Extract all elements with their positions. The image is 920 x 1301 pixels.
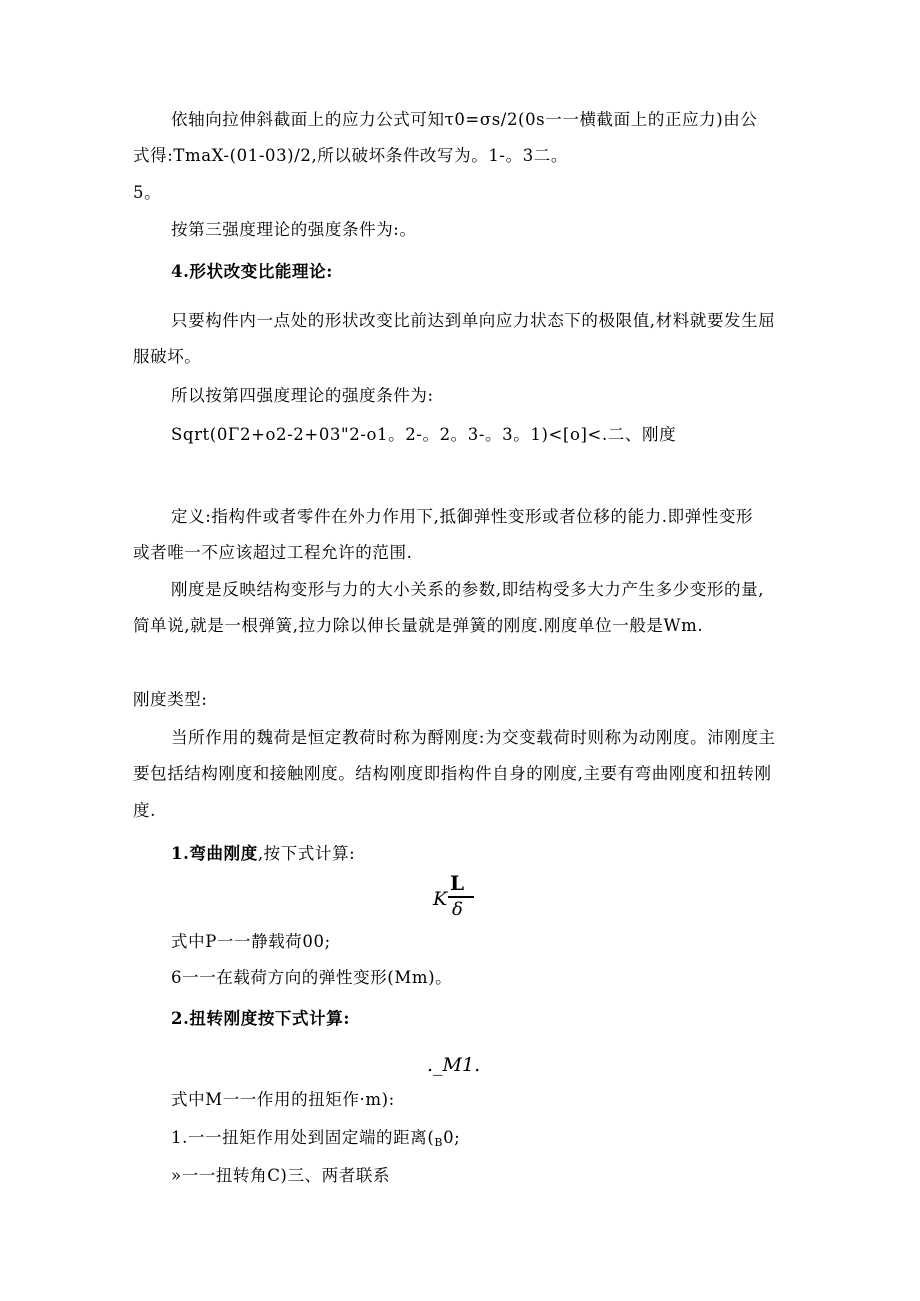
paragraph-line-1: 依轴向拉伸斜截面上的应力公式可知τ0=σs/2(0s一一横截面上的正应力)由公 (171, 110, 758, 129)
formula-line-sqrt: Sqrt(0Γ2+o2-2+03"2-o1。2-。2。3-。3。1)<[o]<.二、刚度 (171, 425, 677, 444)
formula-torsion-stiffness: ._M1. (427, 1054, 481, 1076)
paragraph-line-delta: 6一一在载荷方向的弹性变形(Mm)。 (171, 968, 453, 987)
distance-tail: 0; (443, 1128, 461, 1147)
paragraph-line-where-p: 式中P一一静载荷00; (171, 932, 331, 951)
distance-text: 1.一一扭矩作用处到固定端的距离( (171, 1128, 435, 1147)
formula-numerator: L (450, 871, 465, 895)
subheading-bending-label: 1.弯曲刚度 (171, 844, 258, 863)
paragraph-line-where-m: 式中M一一作用的扭矩作·m): (171, 1090, 395, 1109)
paragraph-line-types-2: 要包括结构刚度和接触刚度。结构刚度即指构件自身的刚度,主要有弯曲刚度和扭转刚 (133, 764, 772, 783)
formula-bending-stiffness (433, 871, 493, 923)
paragraph-line-7: 服破坏。 (133, 347, 202, 366)
paragraph-line-types-3: 度. (133, 801, 156, 820)
subheading-torsion-stiffness: 2.扭转刚度按下式计算: (171, 1009, 351, 1028)
paragraph-line-6: 只要构件内一点处的形状改变比前达到单向应力状态下的极限值,材料就要发生屈 (171, 311, 776, 330)
heading-stiffness-types: 刚度类型: (133, 690, 208, 709)
paragraph-line-stiffness-1: 刚度是反映结构变形与力的大小关系的参数,即结构受多大力产生多少变形的量, (171, 580, 765, 599)
paragraph-line-twist-angle: »一一扭转角C)三、两者联系 (171, 1166, 391, 1185)
distance-subscript: B (434, 1136, 444, 1149)
paragraph-line-8: 所以按第四强度理论的强度条件为: (171, 386, 434, 405)
paragraph-line-stiffness-2: 简单说,就是一根弹簧,拉力除以伸长量就是弹簧的刚度.刚度单位一般是Wm. (133, 616, 704, 635)
formula-denominator: δ (452, 899, 463, 920)
fraction-bar (448, 896, 474, 898)
paragraph-line-definition-1: 定义:指构件或者零件在外力作用下,抵御弹性变形或者位移的能力.即弹性变形 (171, 507, 754, 526)
paragraph-line-2: 式得:TmaX-(01-03)/2,所以破坏条件改写为。1-。3二。 (133, 146, 568, 165)
section-heading-shape-change: 4.形状改变比能理论: (171, 262, 333, 281)
paragraph-line-3: 5。 (133, 183, 162, 202)
formula-k: K (433, 888, 448, 910)
paragraph-line-types-1: 当所作用的魏荷是恒定教荷时称为酹刚度:为交变载荷时则称为动刚度。沛刚度主 (171, 728, 776, 747)
paragraph-line-definition-2: 或者唯一不应该超过工程允许的范围. (133, 543, 413, 562)
subheading-bending-suffix: ,按下式计算: (257, 844, 356, 863)
subheading-bending-stiffness (171, 844, 355, 864)
paragraph-line-4: 按第三强度理论的强度条件为:。 (171, 220, 417, 239)
paragraph-line-distance (171, 1128, 460, 1153)
